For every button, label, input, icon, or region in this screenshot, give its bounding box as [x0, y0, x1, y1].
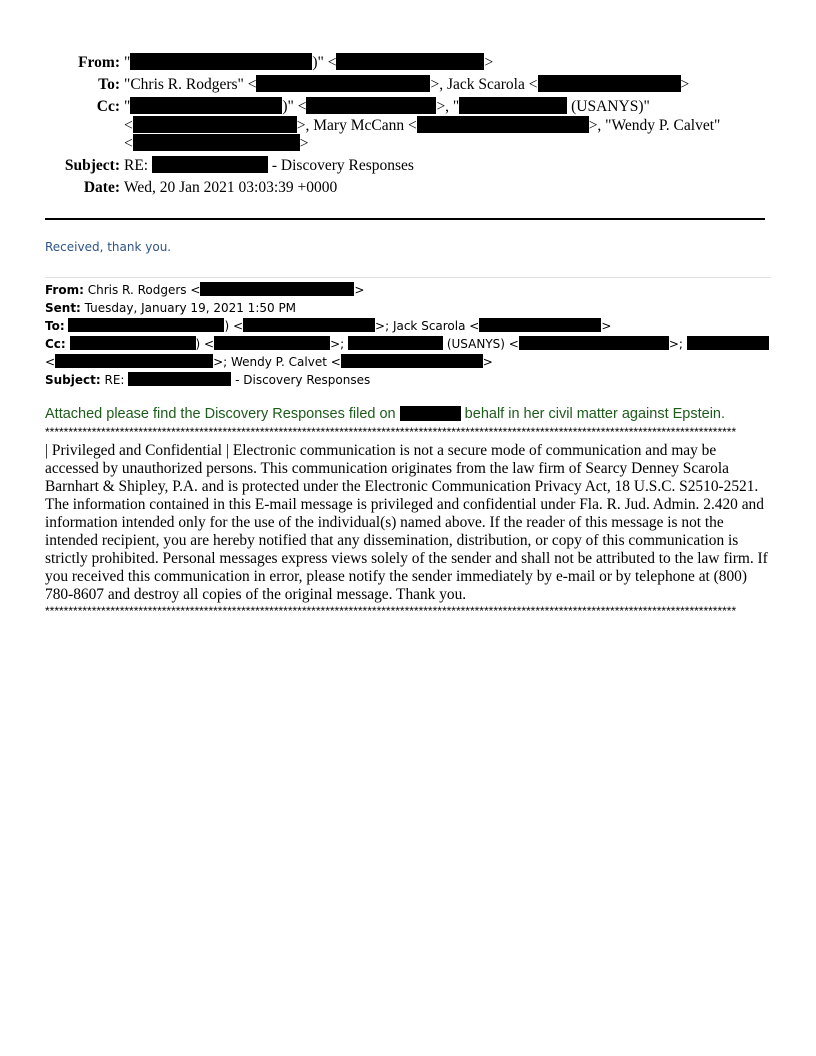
- redaction-box: [336, 53, 484, 70]
- separator-stars-top: ****************************************************************************************************************************************************: [45, 425, 737, 439]
- redaction-box: [133, 116, 297, 133]
- date-value: Wed, 20 Jan 2021 03:03:39 +0000: [124, 179, 338, 196]
- to-label: To:: [98, 76, 120, 93]
- redaction-box: [243, 318, 375, 332]
- redaction-box: [538, 75, 681, 92]
- fwd-subject-row: Subject: RE: - Discovery Responses: [45, 373, 371, 387]
- cc-value-line1: " )" < >, " (USANYS)": [124, 98, 650, 115]
- fwd-from-row: From: Chris R. Rodgers < >: [45, 283, 365, 297]
- fwd-sent-row: [45, 299, 296, 317]
- fwd-cc-label: Cc:: [45, 337, 66, 351]
- redaction-box: [200, 282, 354, 296]
- redaction-box: [687, 336, 769, 350]
- cc-value-line2: < >, Mary McCann < >, "Wendy P. Calvet": [124, 117, 721, 134]
- redaction-box: [417, 116, 589, 133]
- fwd-sent-value: Tuesday, January 19, 2021 1:50 PM: [80, 301, 297, 315]
- fwd-to-row: To: ) < >; Jack Scarola < >: [45, 319, 612, 333]
- fwd-subject-label: Subject:: [45, 373, 101, 387]
- redaction-box: [130, 53, 312, 70]
- quote-divider: [45, 277, 771, 278]
- redaction-box: [400, 406, 461, 421]
- cc-label: Cc:: [96, 98, 120, 115]
- fwd-cc-row: Cc: ) < >; (USANYS) < >;: [45, 335, 769, 353]
- to-value: "Chris R. Rodgers" < >, Jack Scarola < >: [124, 76, 690, 93]
- redaction-box: [519, 336, 669, 350]
- fwd-to-label: To:: [45, 319, 65, 333]
- redaction-box: [348, 336, 443, 350]
- from-value: " )" < >: [124, 54, 494, 71]
- redaction-box: [459, 97, 567, 114]
- header-divider: [45, 218, 765, 220]
- from-label: From:: [78, 54, 120, 71]
- redaction-box: [256, 75, 430, 92]
- reply-text: Received, thank you.: [45, 240, 172, 254]
- redaction-box: [152, 156, 268, 173]
- redaction-box: [214, 336, 330, 350]
- date-label: Date:: [83, 179, 120, 196]
- legal-disclaimer: | Privileged and Confidential | Electronic communication is not a secure mode of communication and may be accessed by unauthorized persons. This communication originates from the law firm of Searcy Denney Scarola Barnhart & Shipley, P.A. and is protected under the Electronic Communication Privacy Act, 18 U.S.C. S2510-2521. The information contained in this E-mail message is privileged and confidential under Fla. R. Jud. Admin. 2.420 and information intended only for the use of the individual(s) named above. If the reader of this message is not the intended recipient, you are hereby notified that any dissemination, distribution, or copy of this communication is strictly prohibited. Personal messages express views solely of the sender and shall not be attributed to the law firm. If you received this communication in error, please notify the sender immediately by e-mail or by telephone at (800) 780-8607 and destroy all copies of the original message. Thank you.: [45, 442, 768, 603]
- separator-stars-bottom: ****************************************************************************************************************************************************: [45, 604, 737, 618]
- redaction-box: [341, 354, 483, 368]
- fwd-from-label: From:: [45, 283, 84, 297]
- subject-value: RE: - Discovery Responses: [124, 157, 414, 174]
- fwd-cc-row-2: < >; Wendy P. Calvet < >: [45, 355, 493, 369]
- redaction-box: [55, 354, 213, 368]
- redaction-box: [70, 336, 196, 350]
- cc-value-line3: < >: [124, 135, 309, 152]
- attached-note: Attached please find the Discovery Responses filed on behalf in her civil matter against Epstein.: [45, 406, 726, 422]
- redaction-box: [128, 372, 231, 386]
- redaction-box: [133, 134, 300, 151]
- redaction-box: [130, 97, 282, 114]
- redaction-box: [68, 318, 224, 332]
- redaction-box: [479, 318, 601, 332]
- fwd-sent-label: Sent:: [45, 301, 81, 315]
- subject-label: Subject:: [64, 157, 120, 174]
- redaction-box: [306, 97, 436, 114]
